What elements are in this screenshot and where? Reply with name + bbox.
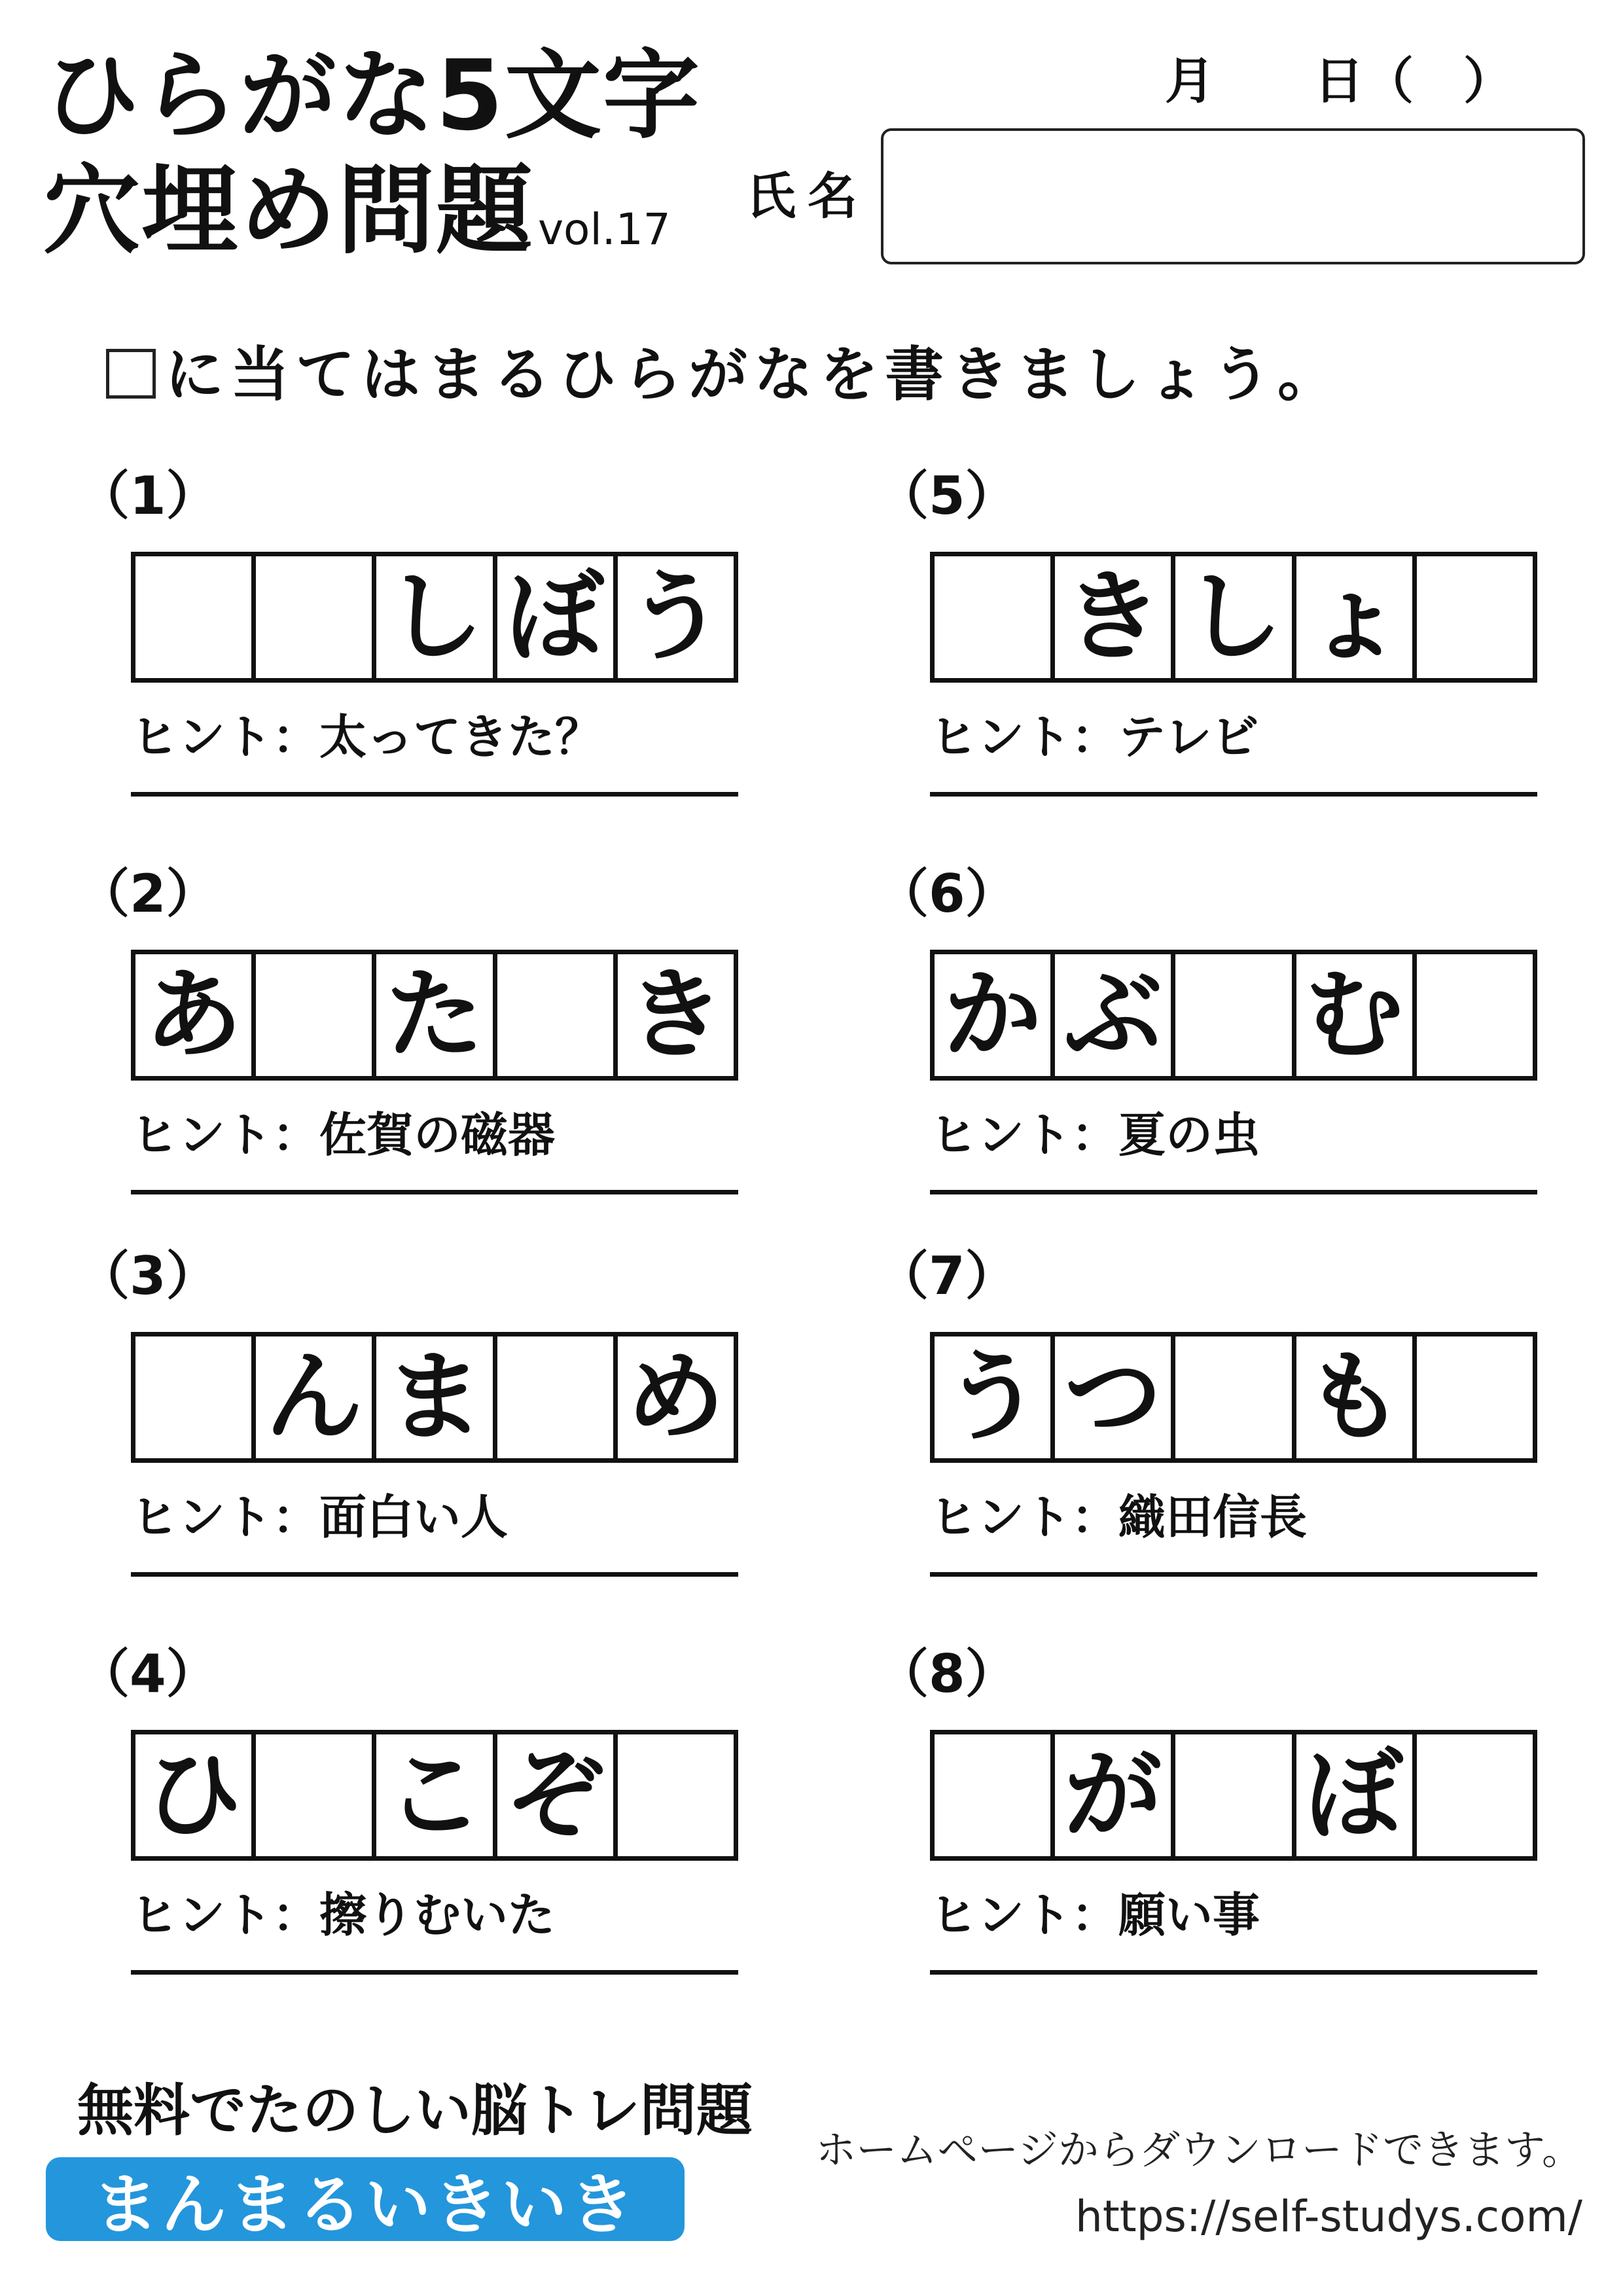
answer-cell[interactable]: [618, 1734, 734, 1856]
problem-number: （5）: [876, 465, 1018, 526]
answer-cell[interactable]: ぶ: [1055, 954, 1175, 1076]
instruction-text: に当てはまるひらがなを書きましょう。: [165, 340, 1343, 409]
hint-text: ヒント：夏の虫: [930, 1107, 1260, 1162]
problem-number: （8）: [876, 1643, 1018, 1704]
hint-underline: [930, 1970, 1537, 1975]
hint-underline: [930, 1190, 1537, 1194]
name-field[interactable]: [881, 128, 1585, 264]
answer-cell[interactable]: [935, 556, 1055, 678]
hint-text: ヒント：面白い人: [131, 1490, 508, 1545]
problem-3: [42, 1246, 725, 1617]
answer-grid: [131, 552, 738, 683]
problem-4: [42, 1643, 651, 2015]
hint-underline: [131, 792, 738, 797]
problem-2: [42, 863, 725, 1234]
answer-cell[interactable]: が: [1055, 1734, 1175, 1856]
problem-number: （2）: [77, 863, 219, 924]
answer-cell[interactable]: う: [935, 1336, 1055, 1458]
page-title-line1: [43, 39, 701, 152]
answer-cell[interactable]: [497, 954, 618, 1076]
answer-grid: [131, 950, 738, 1081]
title-text-2: 穴埋め問題: [43, 154, 534, 267]
answer-cell[interactable]: ょ: [1296, 556, 1417, 678]
answer-cell[interactable]: ひ: [135, 1734, 256, 1856]
answer-grid: [930, 1332, 1537, 1463]
answer-cell[interactable]: [1175, 1336, 1296, 1458]
hint-text: ヒント：織田信長: [930, 1490, 1308, 1545]
footer-tagline: 無料でたのしい脳トレ問題: [77, 2078, 753, 2144]
answer-cell[interactable]: か: [935, 954, 1055, 1076]
hint-underline: [131, 1970, 738, 1975]
hint-underline: [131, 1572, 738, 1577]
answer-grid: [930, 950, 1537, 1081]
page-title-line2: [43, 154, 671, 267]
answer-cell[interactable]: [135, 556, 256, 678]
answer-cell[interactable]: ぼ: [497, 556, 618, 678]
answer-cell[interactable]: [256, 1734, 376, 1856]
download-note: ホームページからダウンロードできます。: [815, 2126, 1582, 2174]
answer-cell[interactable]: [256, 556, 376, 678]
answer-cell[interactable]: き: [1055, 556, 1175, 678]
problem-number: （4）: [77, 1643, 219, 1704]
answer-cell[interactable]: こ: [376, 1734, 497, 1856]
answer-cell[interactable]: [135, 1336, 256, 1458]
problem-5: [841, 465, 1450, 836]
brand-logo[interactable]: まんまるいきいき: [46, 2157, 685, 2241]
answer-cell[interactable]: し: [376, 556, 497, 678]
site-url-link[interactable]: https://self-studys.com/: [1075, 2191, 1582, 2242]
answer-cell[interactable]: [1175, 1734, 1296, 1856]
answer-cell[interactable]: た: [376, 954, 497, 1076]
hint-text: ヒント：佐賀の磁器: [131, 1107, 556, 1162]
problem-number: （3）: [77, 1246, 219, 1306]
hint-text: ヒント：太ってきた？: [131, 709, 603, 764]
answer-cell[interactable]: も: [1296, 1336, 1417, 1458]
answer-grid: [131, 1730, 738, 1861]
problem-6: [841, 863, 1450, 1234]
answer-cell[interactable]: [1417, 556, 1533, 678]
problem-number: （6）: [876, 863, 1018, 924]
answer-cell[interactable]: [1417, 1336, 1533, 1458]
problem-7: [841, 1246, 1450, 1617]
problem-8: [841, 1643, 1450, 2015]
problem-1: [42, 465, 725, 836]
answer-grid: [930, 1730, 1537, 1861]
volume-label: vol.17: [538, 204, 671, 255]
hint-underline: [131, 1190, 738, 1194]
answer-cell[interactable]: ま: [376, 1336, 497, 1458]
date-label: 月 日（ ）: [1165, 52, 1513, 110]
instruction: [106, 340, 1343, 409]
answer-cell[interactable]: む: [1296, 954, 1417, 1076]
hint-text: ヒント：願い事: [930, 1888, 1260, 1943]
answer-cell[interactable]: [935, 1734, 1055, 1856]
problem-number: （7）: [876, 1246, 1018, 1306]
answer-cell[interactable]: [1417, 1734, 1533, 1856]
answer-cell[interactable]: あ: [135, 954, 256, 1076]
answer-cell[interactable]: [1175, 954, 1296, 1076]
answer-grid: [131, 1332, 738, 1463]
name-label: 氏名: [746, 167, 869, 225]
hint-underline: [930, 1572, 1537, 1577]
answer-cell[interactable]: [1417, 954, 1533, 1076]
answer-cell[interactable]: ぼ: [1296, 1734, 1417, 1856]
hint-text: ヒント：テレビ: [930, 709, 1259, 764]
hint-underline: [930, 792, 1537, 797]
title-text-1: ひらがな5文字: [43, 39, 701, 152]
answer-cell[interactable]: し: [1175, 556, 1296, 678]
answer-cell[interactable]: ぞ: [497, 1734, 618, 1856]
answer-cell[interactable]: ん: [256, 1336, 376, 1458]
answer-cell[interactable]: つ: [1055, 1336, 1175, 1458]
answer-cell[interactable]: [256, 954, 376, 1076]
answer-cell[interactable]: う: [626, 560, 725, 674]
answer-cell[interactable]: め: [626, 1340, 725, 1454]
answer-cell[interactable]: [497, 1336, 618, 1458]
answer-grid: [930, 552, 1537, 683]
blank-square-icon: [106, 349, 156, 399]
problem-number: （1）: [77, 465, 219, 526]
answer-cell[interactable]: き: [626, 958, 725, 1072]
hint-text: ヒント：擦りむいた: [131, 1888, 556, 1943]
